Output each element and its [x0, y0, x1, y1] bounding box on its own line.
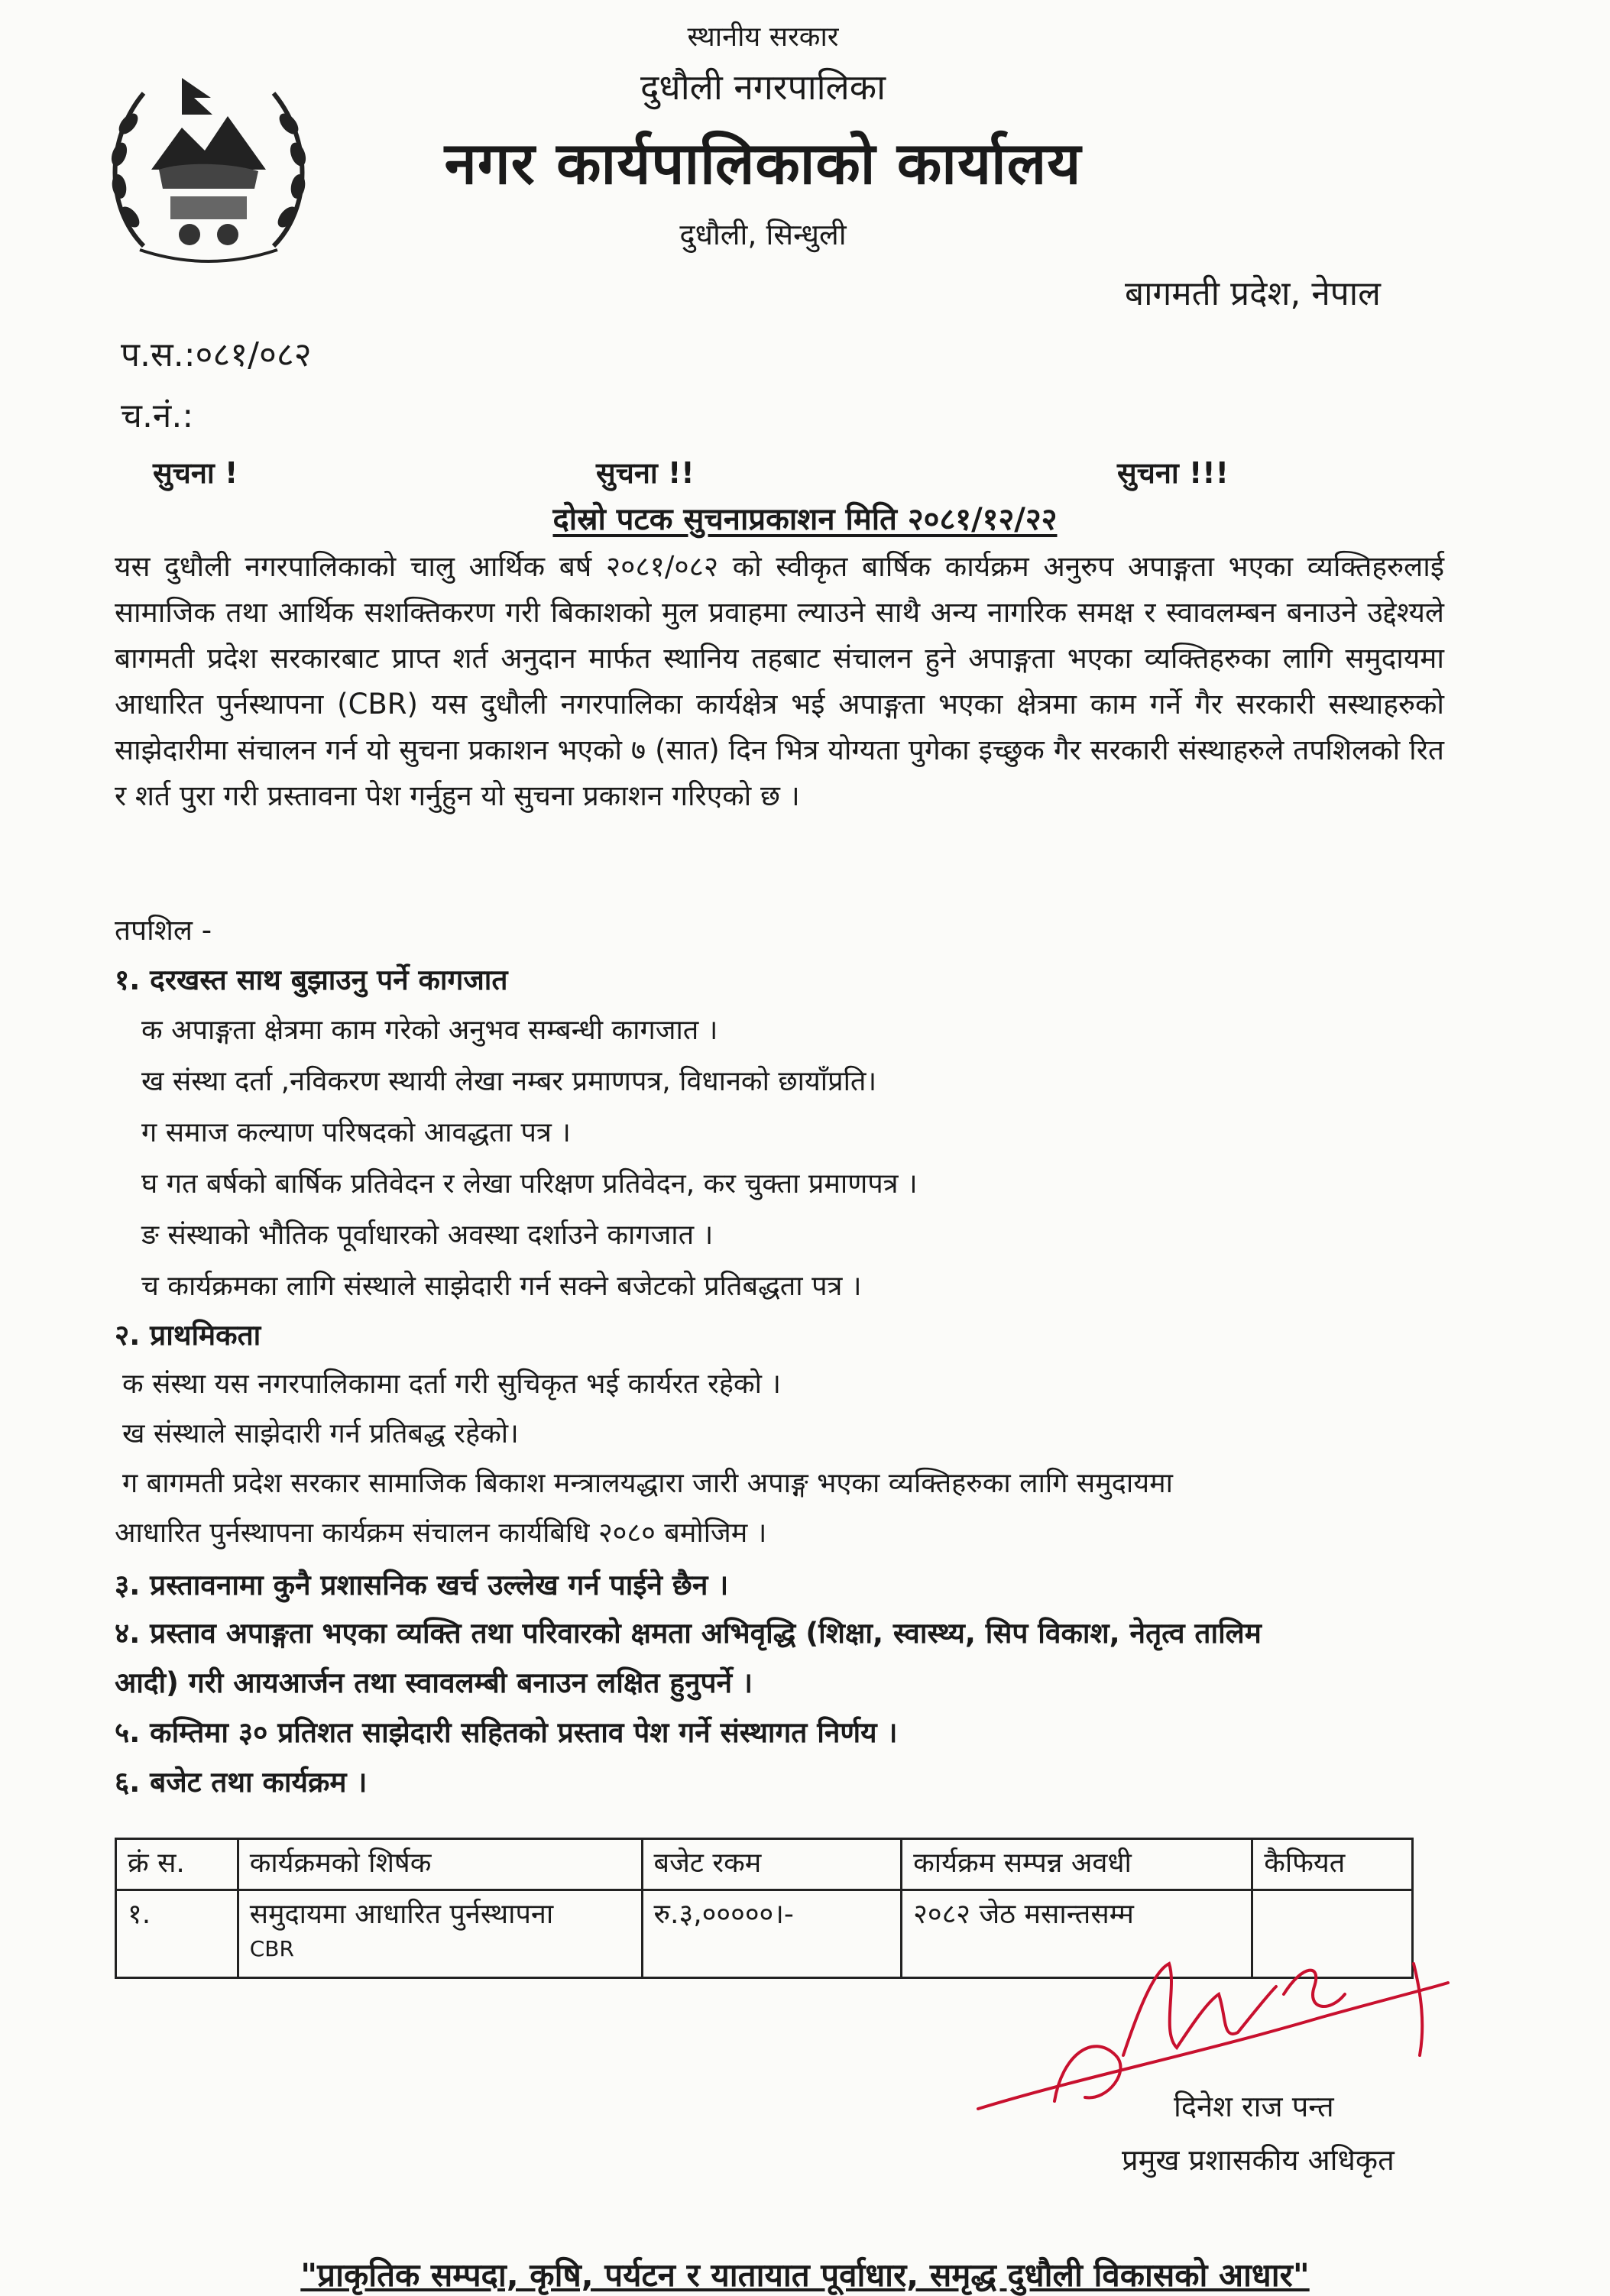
- table-header-cell: कैफियत: [1252, 1839, 1413, 1890]
- notice-heading-2: सुचना !!: [596, 456, 695, 490]
- section-1-item: ङ संस्थाको भौतिक पूर्वाधारको अवस्था दर्शाउने कागजात ।: [141, 1219, 714, 1251]
- signatory-title: प्रमुख प्रशासकीय अधिकृत: [1122, 2143, 1395, 2177]
- section-6: ६. बजेट तथा कार्यक्रम ।: [115, 1766, 368, 1799]
- section-1-item: क अपाङ्गता क्षेत्रमा काम गरेको अनुभव सम्बन्धी कागजात ।: [141, 1015, 718, 1046]
- section-1-item: ग समाज कल्याण परिषदको आवद्धता पत्र ।: [141, 1117, 571, 1148]
- section-2-item: आधारित पुर्नस्थापना कार्यक्रम संचालन कार्यबिधि २०८० बमोजिम ।: [115, 1517, 767, 1549]
- table-cell-title: [238, 1890, 642, 1978]
- table-cell-sn: १.: [116, 1890, 238, 1978]
- section-2-item: क संस्था यस नगरपालिकामा दर्ता गरी सुचिकृत भई कार्यरत रहेको ।: [122, 1368, 782, 1400]
- notice-body: यस दुधौली नगरपालिकाको चालु आर्थिक बर्ष २०८१/०८२ को स्वीकृत बार्षिक कार्यक्रम अनुरुप अपाङ्गता भएका व्यक्तिहरुलाई सामाजिक तथा आर्थिक सशक्तिकरण गरी बिकाशको मुल प्रवाहमा ल्याउने साथै अन्य नागरिक समक्ष र स्वावलम्बन बनाउने उद्देश्यले बागमती प्रदेश सरकारबाट प्राप्त शर्त अनुदान मार्फत स्थानिय तहबाट संचालन हुने अपाङ्गता भएका व्यक्तिहरुका लागि समुदायमा आधारित पुर्नस्थापना (CBR) यस दुधौली नगरपालिका कार्यक्षेत्र भई अपाङ्गता भएका क्षेत्रमा काम गर्ने गैर सरकारी सस्थाहरुको साझेदारीमा संचालन गर्न यो सुचना प्रकाशन भएको ७ (सात) दिन भित्र योग्यता पुगेका इच्छुक गैर सरकारी संस्थाहरुले तपशिलको रित र शर्त पुरा गरी प्रस्तावना पेश गर्नुहुन यो सुचना प्रकाशन गरिएको छ ।: [115, 550, 1444, 812]
- table-header-cell: क्रं स.: [116, 1839, 238, 1890]
- header-province: बागमती प्रदेश, नेपाल: [1125, 274, 1381, 313]
- section-1-item: ख संस्था दर्ता ,नविकरण स्थायी लेखा नम्बर प्रमाणपत्र, विधानको छायाँप्रति।: [141, 1066, 877, 1097]
- notice-heading-3: सुचना !!!: [1117, 456, 1229, 490]
- section-4-line-2: आदी) गरी आयआर्जन तथा स्वावलम्बी बनाउन लक्षित हुनुपर्ने ।: [115, 1666, 753, 1699]
- reference-number: प.स.:०८१/०८२: [121, 335, 312, 374]
- section-1-item: च कार्यक्रमका लागि संस्थाले साझेदारी गर्न सक्ने बजेटको प्रतिबद्धता पत्र ।: [141, 1271, 862, 1302]
- section-5: ५. कम्तिमा ३० प्रतिशत साझेदारी सहितको प्रस्ताव पेश गर्ने संस्थागत निर्णय ।: [115, 1716, 898, 1749]
- table-header-cell: कार्यक्रम सम्पन्न अवधी: [902, 1839, 1252, 1890]
- notice-heading-1: सुचना !: [153, 456, 238, 490]
- program-title-sub: CBR: [249, 1936, 294, 1961]
- table-cell-budget: रु.३,०००००।-: [642, 1890, 902, 1978]
- table-cell-period: २०८२ जेठ मसान्तसम्म: [902, 1890, 1252, 1978]
- signatory-name: दिनेश राज पन्त: [1174, 2090, 1334, 2123]
- program-title: समुदायमा आधारित पुर्नस्थापना: [249, 1899, 554, 1930]
- details-label: तपशिल -: [115, 914, 212, 947]
- header-local-government: स्थानीय सरकार: [687, 21, 839, 53]
- section-4-line-1: ४. प्रस्ताव अपाङ्गता भएका व्यक्ति तथा परिवारको क्षमता अभिवृद्धि (शिक्षा, स्वास्थ्य, सिप विकाश, नेतृत्व तालिम: [115, 1617, 1262, 1650]
- header-office-title: नगर कार्यपालिकाको कार्यालय: [444, 129, 1082, 197]
- table-header-row: [116, 1839, 1413, 1890]
- section-2-title: २. प्राथमिकता: [115, 1319, 261, 1352]
- table-header-cell: बजेट रकम: [642, 1839, 902, 1890]
- footer-slogan: "प्राकृतिक सम्पदा, कृषि, पर्यटन र यातायात पूर्वाधार, समृद्ध दुधौली विकासको आधार": [300, 2256, 1310, 2294]
- publication-date-heading: दोस्रो पटक सुचनाप्रकाशन मिति २०८१/१२/२२: [552, 502, 1058, 537]
- section-1-item: घ गत बर्षको बार्षिक प्रतिवेदन र लेखा परिक्षण प्रतिवेदन, कर चुक्ता प्रमाणपत्र ।: [141, 1168, 918, 1200]
- section-2-item: ग बागमती प्रदेश सरकार सामाजिक बिकाश मन्त्रालयद्धारा जारी अपाङ्ग भएका व्यक्तिहरुका लागि समुदायमा: [122, 1468, 1173, 1499]
- header-municipality: दुधौली नगरपालिका: [640, 66, 886, 108]
- section-2-item: ख संस्थाले साझेदारी गर्न प्रतिबद्ध रहेको।: [122, 1418, 519, 1449]
- dispatch-number: च.नं.:: [121, 397, 194, 436]
- section-3: ३. प्रस्तावनामा कुनै प्रशासनिक खर्च उल्लेख गर्न पाईने छैन ।: [115, 1569, 729, 1601]
- section-1-title: १. दरखस्त साथ बुझाउनु पर्ने कागजात: [115, 963, 508, 996]
- table-header-cell: कार्यक्रमको शिर्षक: [238, 1839, 642, 1890]
- header-address: दुधौली, सिन्धुली: [679, 218, 847, 251]
